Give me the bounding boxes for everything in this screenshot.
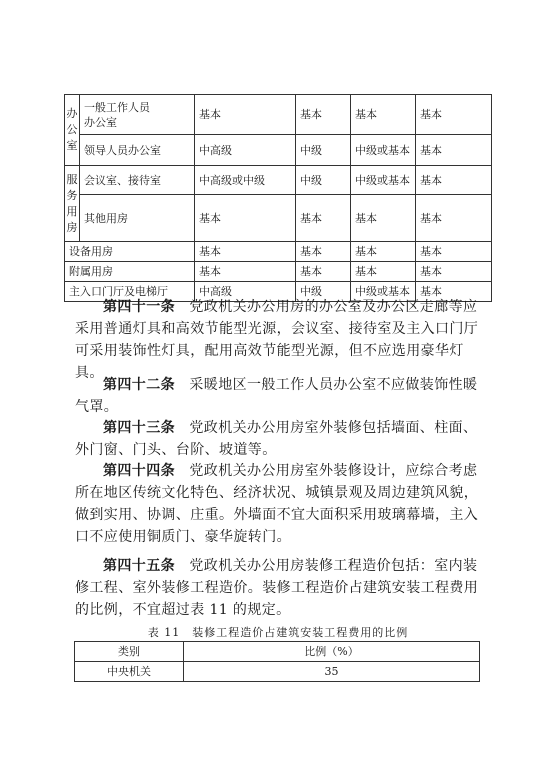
table-caption: 表 11 装修工程造价占建筑安装工程费用的比例: [147, 626, 409, 639]
grade-cell: 基本: [195, 242, 296, 262]
grade-cell: 基本: [296, 95, 351, 135]
article-body: 党政机关办公用房室外装修设计，应综合考虑所在地区传统文化特色、经济状况、城镇景观及周边建筑风貌，做到实用、协调、庄重。外墙面不宜大面积采用玻璃幕墙，主入口不应使用铜质门、豪华旋转门。: [75, 463, 479, 545]
grade-cell: 基本: [296, 242, 351, 262]
grade-cell: 中级: [296, 282, 351, 302]
grade-cell: 基本: [195, 95, 296, 135]
article-44: [75, 460, 483, 548]
grade-cell: 基本: [416, 95, 492, 135]
table-row: [65, 195, 492, 242]
grade-cell: 基本: [416, 195, 492, 242]
grade-cell: 基本: [416, 262, 492, 282]
grade-cell: 基本: [416, 282, 492, 302]
grade-cell: 基本: [296, 195, 351, 242]
decoration-standard-table: [64, 94, 492, 302]
article-body: 党政机关办公用房的办公室及办公区走廊等应采用普通灯具和高效节能型光源，会议室、接待室及主入口门厅可采用装饰性灯具，配用高效节能型光源，但不应选用豪华灯具。: [75, 299, 479, 381]
table-row: [65, 95, 492, 135]
article-41: [75, 296, 483, 384]
grade-cell: 基本: [195, 195, 296, 242]
article-heading: 第四十一条: [103, 299, 175, 315]
article-43: [75, 417, 483, 461]
column-header: 比例（%）: [184, 642, 480, 662]
subcategory-cell: 附属用房: [65, 262, 195, 282]
article-42: [75, 374, 483, 418]
grade-cell: 基本: [351, 195, 416, 242]
grade-cell: 基本: [416, 166, 492, 195]
table-cell: 中央机关: [75, 662, 184, 682]
article-heading: 第四十三条: [103, 420, 175, 436]
grade-cell: 基本: [416, 242, 492, 262]
grade-cell: 基本: [351, 242, 416, 262]
grade-cell: 中高级: [195, 282, 296, 302]
grade-cell: 中级: [296, 166, 351, 195]
grade-cell: 中级或基本: [351, 282, 416, 302]
article-body: 采暖地区一般工作人员办公室不应做装饰性暖气罩。: [75, 377, 478, 415]
grade-cell: 中级或基本: [351, 135, 416, 166]
subcategory-cell: 其他用房: [80, 195, 195, 242]
grade-cell: 基本: [195, 262, 296, 282]
cost-ratio-table: [74, 641, 480, 682]
grade-cell: 基本: [416, 135, 492, 166]
table-row: [65, 242, 492, 262]
article-heading: 第四十二条: [103, 377, 175, 393]
table-row: [65, 262, 492, 282]
table-cell: 35: [184, 662, 480, 682]
grade-cell: 基本: [351, 95, 416, 135]
subcategory-cell: 领导人员办公室: [80, 135, 195, 166]
grade-cell: 中高级: [195, 135, 296, 166]
grade-cell: 基本: [351, 262, 416, 282]
category-cell: 办 公 室: [65, 95, 80, 166]
category-cell: 服 务 用 房: [65, 166, 80, 242]
column-header: 类别: [75, 642, 184, 662]
table-header-row: [75, 642, 480, 662]
grade-cell: 中级或基本: [351, 166, 416, 195]
grade-cell: 基本: [296, 262, 351, 282]
subcategory-cell: 设备用房: [65, 242, 195, 262]
article-body: 党政机关办公用房装修工程造价包括：室内装修工程、室外装修工程造价。装修工程造价占建筑安装工程费用的比例，不宜超过表 11 的规定。: [75, 558, 479, 618]
article-heading: 第四十五条: [103, 558, 175, 574]
table-row: [65, 135, 492, 166]
grade-cell: 中高级或中级: [195, 166, 296, 195]
subcategory-cell: 一般工作人员 办公室: [80, 95, 195, 135]
table-row: [65, 166, 492, 195]
table-row: [75, 662, 480, 682]
subcategory-cell: 会议室、接待室: [80, 166, 195, 195]
article-heading: 第四十四条: [103, 463, 175, 479]
article-45: [75, 555, 483, 621]
subcategory-cell: 主入口门厅及电梯厅: [65, 282, 195, 302]
article-body: 党政机关办公用房室外装修包括墙面、柱面、外门窗、门头、台阶、坡道等。: [75, 420, 478, 458]
grade-cell: 中级: [296, 135, 351, 166]
